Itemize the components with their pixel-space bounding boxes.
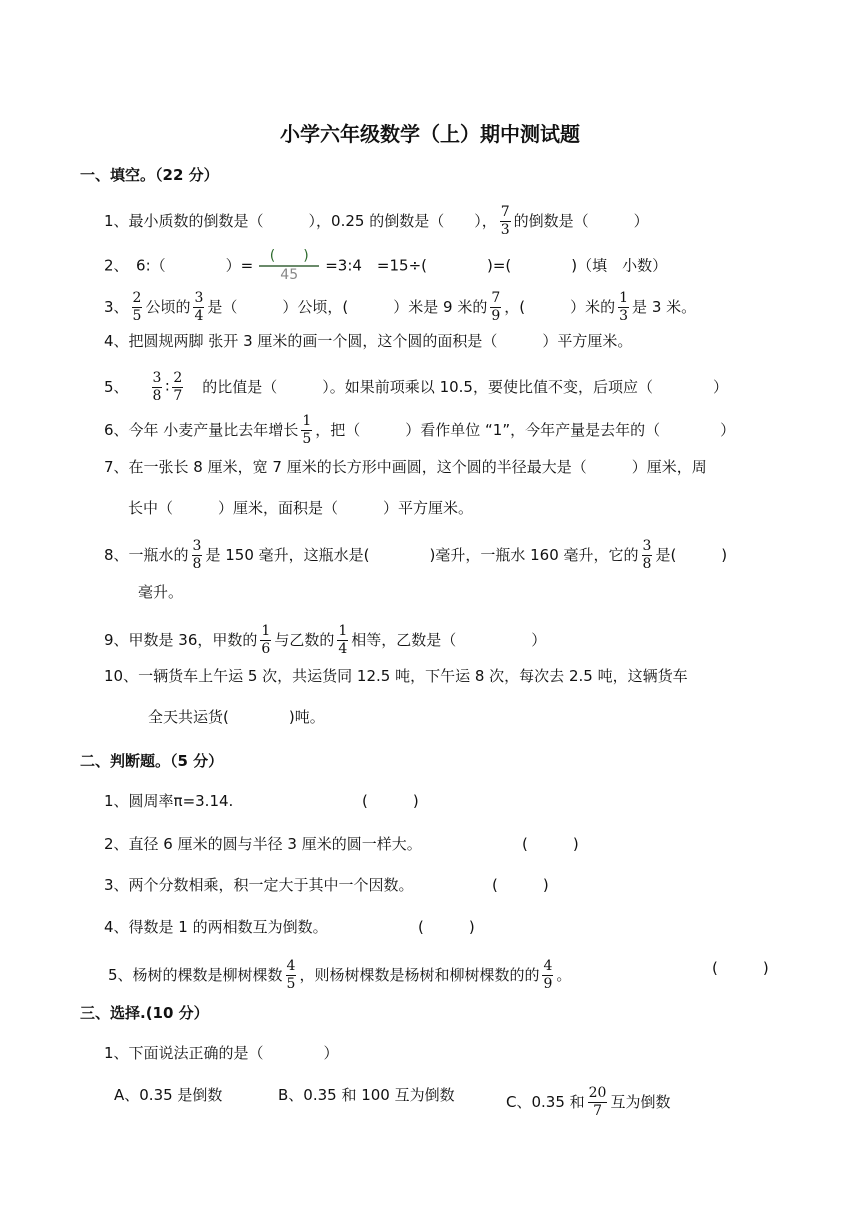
- q1-8-line2: 毫升。: [138, 583, 184, 601]
- q1-10-line2: 全天共运货( )吨。: [148, 708, 325, 726]
- q2-1: 1、圆周率π=3.14.: [104, 792, 234, 810]
- q1-7-line2: 长中（ ）厘米，面积是（ ）平方厘米。: [128, 499, 474, 517]
- q3-1-option-b: B、0.35 和 100 互为倒数: [278, 1086, 455, 1104]
- q2-4-blank: ( ): [418, 918, 475, 936]
- section-2-heading: 二、判断题。（5 分）: [80, 752, 224, 770]
- q2-1-blank: ( ): [362, 792, 419, 810]
- q1-7-line1: 7、在一张长 8 厘米，宽 7 厘米的长方形中画圆，这个圆的半径最大是（ ）厘米，周: [104, 458, 707, 476]
- q1-8: 8、一瓶水的 $\frac{3}{8}$ 是 150 毫升，这瓶水是( )毫升，一瓶水 160 毫升，它的 $\frac{3}{8}$ 是( ): [104, 538, 728, 572]
- q2-3-blank: ( ): [492, 876, 549, 894]
- q1-1: 1、最小质数的倒数是（ ），0.25 的倒数是（ ）， $\frac{7}{3}$ 的倒数是（ ）: [104, 204, 649, 238]
- q1-2: 2、 6:（ ）= ( ) 45 =3:4 =15÷( )=( )（填 小数）: [104, 248, 668, 283]
- page-title: 小学六年级数学（上）期中测试题: [280, 122, 580, 146]
- q3-1-option-c: C、0.35 和 $\frac{20}{7}$ 互为倒数: [506, 1085, 671, 1119]
- q1-3: 3、 $\frac{2}{5}$ 公顷的 $\frac{3}{4}$ 是（ ）公顷，( ）米是 9 米的 $\frac{7}{9}$ ，( ）米的 $\frac{1}{3}$ 是 3 米。: [104, 290, 697, 324]
- section-1-heading: 一、填空。（22 分）: [80, 166, 219, 184]
- q2-2: 2、直径 6 厘米的圆与半径 3 厘米的圆一样大。: [104, 835, 422, 853]
- q2-2-blank: ( ): [522, 835, 579, 853]
- q2-4: 4、得数是 1 的两相数互为倒数。: [104, 918, 328, 936]
- q2-5-blank: ( ): [712, 959, 769, 977]
- section-3-heading: 三、选择.(10 分）: [80, 1004, 209, 1022]
- q1-10-line1: 10、一辆货车上午运 5 次，共运货同 12.5 吨，下午运 8 次，每次去 2.5 吨，这辆货车: [104, 667, 688, 685]
- q3-1: 1、下面说法正确的是（ ）: [104, 1044, 339, 1062]
- q2-3: 3、两个分数相乘，积一定大于其中一个因数。: [104, 876, 414, 894]
- q1-9: 9、甲数是 36，甲数的 $\frac{1}{6}$ 与乙数的 $\frac{1}{4}$ 相等，乙数是（ ）: [104, 623, 547, 657]
- q2-5: 5、杨树的棵数是柳树棵数 $\frac{4}{5}$ ，则杨树棵数是杨树和柳树棵数的的 $\frac{4}{9}$ 。: [108, 958, 572, 992]
- fraction: $\frac{7}{3}$: [500, 204, 510, 238]
- q3-1-option-a: A、0.35 是倒数: [114, 1086, 223, 1104]
- handwritten-fraction: ( ) 45: [259, 248, 319, 284]
- q1-6: 6、今年 小麦产量比去年增长 $\frac{1}{5}$ ，把（ ）看作单位 “1”，今年产量是去年的（ ）: [104, 413, 736, 447]
- q1-4: 4、把圆规两脚 张开 3 厘米的画一个圆，这个圆的面积是（ ）平方厘米。: [104, 332, 633, 350]
- q1-5: 5、 $\frac{3}{8}$ ∶ $\frac{2}{7}$ 的比值是（ ）。如果前项乘以 10.5，要使比值不变，后项应（ ）: [104, 370, 728, 404]
